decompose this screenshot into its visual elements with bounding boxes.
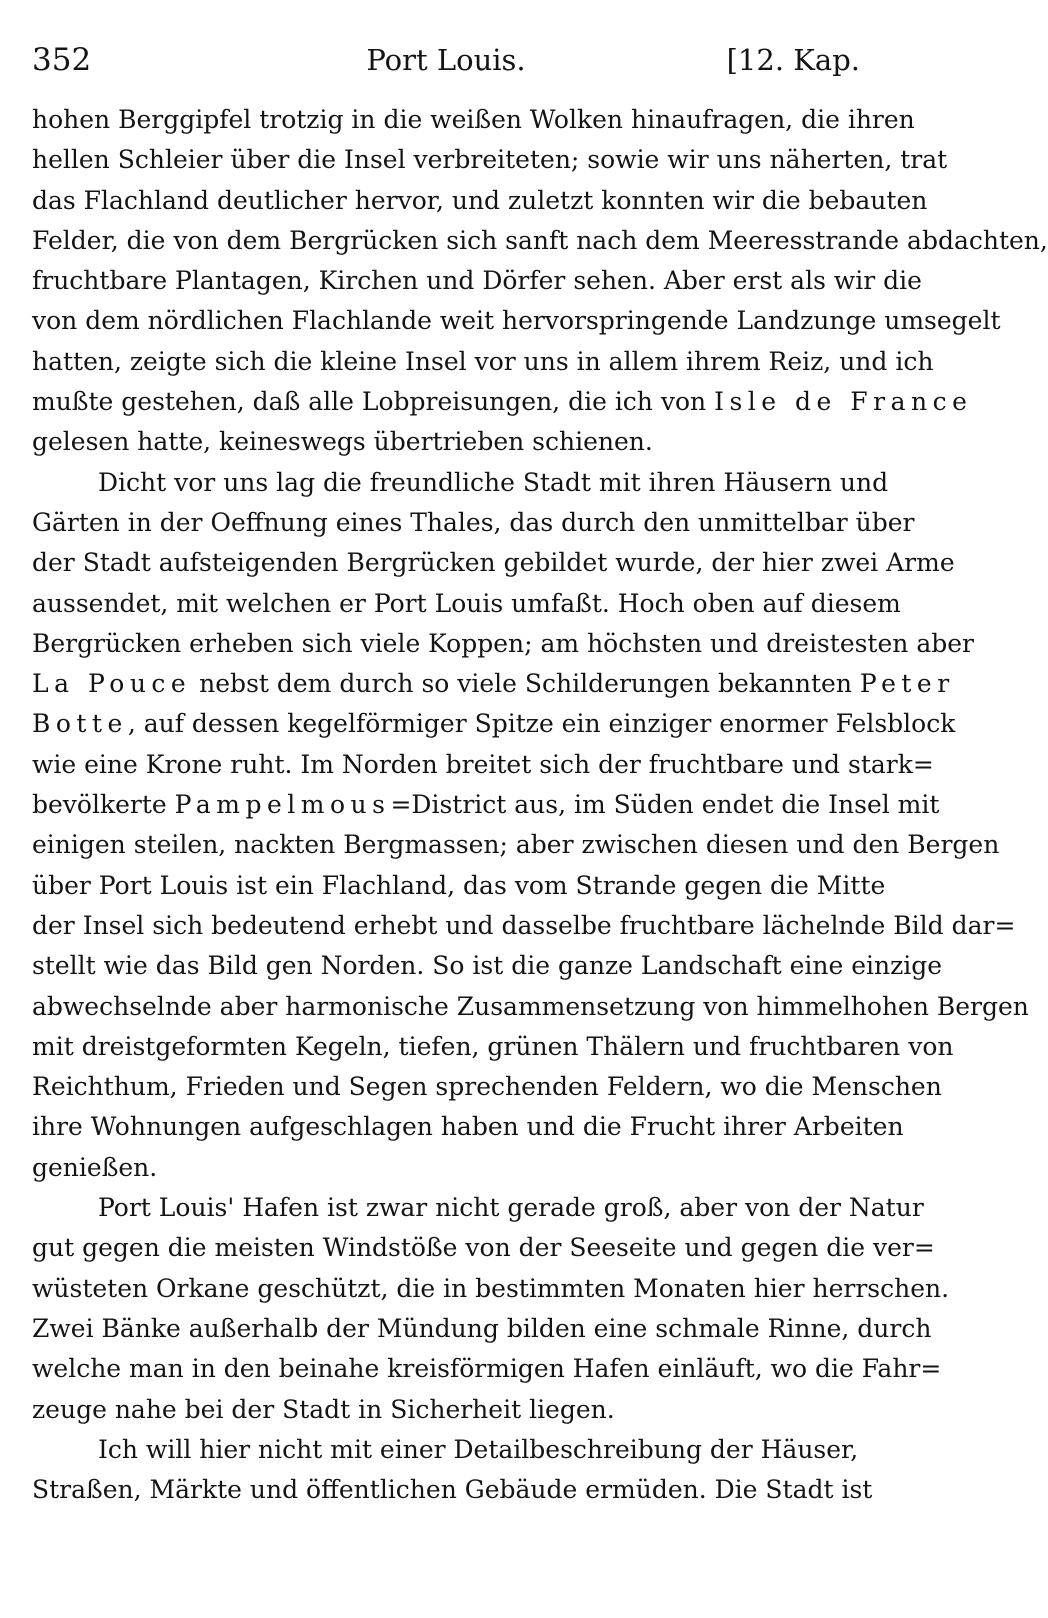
- text-line: stellt wie das Bild gen Norden. So ist die ganze Landschaft eine einzige: [32, 951, 943, 981]
- page-header: [32, 38, 860, 82]
- text-line: [32, 382, 973, 422]
- text-run: =District aus, im Süden endet die Insel mit: [390, 790, 940, 820]
- text-line: Gärten in der Oeffnung eines Thales, das durch den unmittelbar über: [32, 507, 915, 537]
- text-line: wie eine Krone ruht. Im Norden breitet sich der fruchtbare und stark=: [32, 749, 934, 779]
- text-line: Zwei Bänke außerhalb der Mündung bilden eine schmale Rinne, durch: [32, 1313, 932, 1343]
- text-line: gelesen hatte, keineswegs übertrieben schienen.: [32, 427, 653, 457]
- text-run: nebst dem durch so viele Schilderungen bekannten: [191, 669, 860, 699]
- text-line: der Insel sich bedeutend erhebt und dasselbe fruchtbare lächelnde Bild dar=: [32, 910, 1016, 940]
- text-run: , auf dessen kegelförmiger Spitze ein einziger enormer Felsblock: [127, 709, 956, 739]
- text-line: von dem nördlichen Flachlande weit hervorspringende Landzunge umsegelt: [32, 306, 1001, 336]
- page-number: 352: [32, 42, 92, 78]
- text-line: ihre Wohnungen aufgeschlagen haben und die Frucht ihrer Arbeiten: [32, 1112, 904, 1142]
- text-line-paragraph-start: Ich will hier nicht mit einer Detailbeschreibung der Häuser,: [98, 1434, 859, 1464]
- text-line: zeuge nahe bei der Stadt in Sicherheit liegen.: [32, 1394, 615, 1424]
- text-line: [32, 785, 940, 825]
- text-line: der Stadt aufsteigenden Bergrücken gebildet wurde, der hier zwei Arme: [32, 548, 955, 578]
- text-line: [32, 704, 956, 744]
- text-line: über Port Louis ist ein Flachland, das vom Strande gegen die Mitte: [32, 870, 886, 900]
- text-line: welche man in den beinahe kreisförmigen Hafen einläuft, wo die Fahr=: [32, 1354, 942, 1384]
- text-line: Bergrücken erheben sich viele Koppen; am höchsten und dreistesten aber: [32, 628, 974, 658]
- spaced-name-isle-de-france: Isle de France: [714, 387, 973, 417]
- spaced-name-la-pouce: La Pouce: [32, 669, 192, 699]
- text-line: aussendet, mit welchen er Port Louis umfaßt. Hoch oben auf diesem: [32, 588, 901, 618]
- text-line: das Flachland deutlicher hervor, und zuletzt konnten wir die bebauten: [32, 185, 928, 215]
- spaced-name-pampelmous: Pampelmous: [174, 790, 391, 820]
- text-line: gut gegen die meisten Windstöße von der Seeseite und gegen die ver=: [32, 1233, 935, 1263]
- text-line: fruchtbare Plantagen, Kirchen und Dörfer sehen. Aber erst als wir die: [32, 266, 922, 296]
- text-line: Reichthum, Frieden und Segen sprechenden Feldern, wo die Menschen: [32, 1072, 942, 1102]
- spaced-name-botte: Botte: [32, 709, 128, 739]
- text-line-paragraph-start: Port Louis' Hafen ist zwar nicht gerade groß, aber von der Natur: [98, 1193, 924, 1223]
- chapter-reference: [12. Kap.: [726, 43, 860, 77]
- text-line: mit dreistgeformten Kegeln, tiefen, grünen Thälern und fruchtbaren von: [32, 1031, 954, 1061]
- text-line: [32, 664, 955, 704]
- text-line: genießen.: [32, 1152, 158, 1182]
- text-line: hellen Schleier über die Insel verbreiteten; sowie wir uns näherten, trat: [32, 145, 948, 175]
- running-title: Port Louis.: [366, 43, 526, 77]
- text-line: einigen steilen, nackten Bergmassen; aber zwischen diesen und den Bergen: [32, 830, 1000, 860]
- text-line: hohen Berggipfel trotzig in die weißen Wolken hinaufragen, die ihren: [32, 105, 915, 134]
- text-line: hatten, zeigte sich die kleine Insel vor uns in allem ihrem Reiz, und ich: [32, 346, 934, 376]
- text-line: wüsteten Orkane geschützt, die in bestimmten Monaten hier herrschen.: [32, 1273, 950, 1303]
- text-run: bevölkerte: [32, 790, 175, 820]
- text-run: mußte gestehen, daß alle Lobpreisungen, die ich von: [32, 387, 715, 417]
- text-line-paragraph-start: Dicht vor uns lag die freundliche Stadt mit ihren Häusern und: [98, 467, 889, 497]
- spaced-name-peter: Peter: [859, 669, 955, 699]
- text-line: Felder, die von dem Bergrücken sich sanft nach dem Meeresstrande abdachten,: [32, 225, 1048, 255]
- text-line: Straßen, Märkte und öffentlichen Gebäude ermüden. Die Stadt ist: [32, 1475, 873, 1505]
- body-text: [32, 100, 1048, 1510]
- text-line: abwechselnde aber harmonische Zusammensetzung von himmelhohen Bergen: [32, 991, 1029, 1021]
